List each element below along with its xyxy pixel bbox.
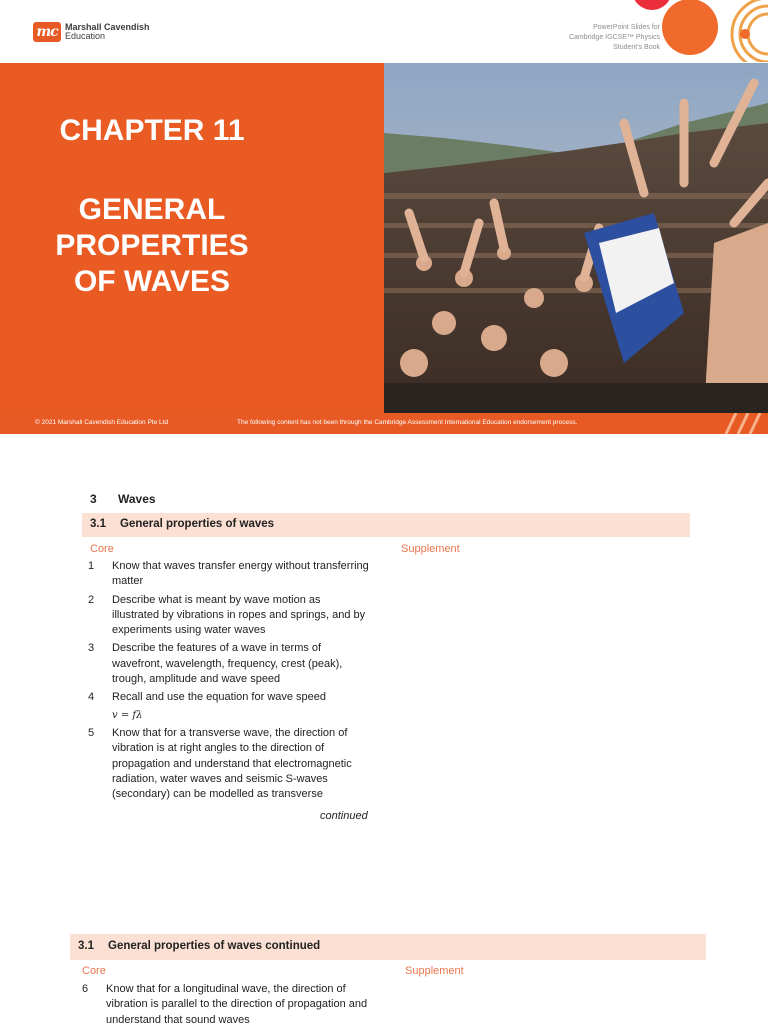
core-objectives-list <box>82 982 370 1024</box>
subsection-heading <box>78 940 320 952</box>
subsection-title: General properties of waves <box>120 518 275 530</box>
footer-bar <box>0 413 768 434</box>
subsection-band <box>82 513 690 537</box>
syllabus-page-2 <box>0 910 768 1024</box>
objective-text-wrapper <box>112 690 370 723</box>
supplement-column-label: Supplement <box>401 543 460 555</box>
objective-text: Recall and use the equation for wave speed <box>112 691 327 704</box>
logo-line-1: Marshall Cavendish <box>65 22 150 32</box>
series-note-line-1: PowerPoint Slides for <box>593 24 660 31</box>
objective-number: 2 <box>88 593 95 606</box>
list-item <box>88 593 370 639</box>
chapter-title-line-1: GENERAL <box>78 193 226 226</box>
publisher-logo <box>33 22 150 42</box>
objective-number: 3 <box>88 642 95 655</box>
list-item <box>88 726 370 802</box>
objective-number: 5 <box>88 726 95 739</box>
copyright-text: © 2021 Marshall Cavendish Education Pte Ltd <box>35 419 169 426</box>
section-title: Waves <box>118 492 156 506</box>
title-slide <box>0 0 768 434</box>
objective-number: 4 <box>88 691 95 704</box>
logo-line-2: Education <box>65 31 106 41</box>
list-item <box>88 690 370 723</box>
supplement-column-label: Supplement <box>405 965 464 977</box>
chapter-title-line-2: PROPERTIES <box>55 229 249 262</box>
series-note-line-3: Student's Book <box>613 44 660 51</box>
decorative-circles-graphic <box>600 0 768 62</box>
list-item <box>88 559 370 590</box>
logo-mark: mc <box>33 22 61 42</box>
objective-text: Know that for a transverse wave, the direction of vibration is at right angles to the direction of propagation and understand that electromagnetic radiation, water waves and seismic S-waves (secondary) can be modelled as transverse <box>112 726 352 801</box>
subsection-title: General properties of waves continued <box>108 940 321 952</box>
chapter-title-line-3: OF WAVES <box>73 265 231 298</box>
subsection-number: 3.1 <box>90 518 106 530</box>
list-item <box>82 982 370 1024</box>
objective-text: Describe the features of a wave in terms of wavefront, wavelength, frequency, crest (peak), trough, amplitude and wave speed <box>112 642 343 686</box>
objective-number: 1 <box>88 560 95 572</box>
subsection-heading <box>90 518 274 530</box>
objective-text: Know that waves transfer energy without transferring matter <box>112 560 369 588</box>
subsection-band <box>70 934 706 960</box>
subsection-number: 3.1 <box>78 940 94 952</box>
wave-speed-formula: v = fλ <box>112 709 143 721</box>
objective-number: 6 <box>82 983 89 995</box>
section-heading <box>90 492 156 506</box>
stadium-crowd-photo <box>384 63 768 413</box>
objective-text: Describe what is meant by wave motion as illustrated by vibrations in ropes and springs, and by experiments using water waves <box>112 593 366 637</box>
section-number: 3 <box>90 492 97 506</box>
objective-text: Know that for a longitudinal wave, the direction of vibration is parallel to the direction of propagation and understand that sound waves <box>106 983 368 1024</box>
continued-note: continued <box>320 810 368 822</box>
logo-text <box>65 23 150 41</box>
core-column-label: Core <box>82 965 106 977</box>
core-objectives-list <box>88 559 370 805</box>
list-item <box>88 641 370 687</box>
chapter-number: CHAPTER 11 <box>59 114 245 147</box>
syllabus-page-1 <box>0 434 768 910</box>
series-note-line-2: Cambridge IGCSE™ Physics <box>568 34 660 41</box>
footer-slash-decoration <box>718 413 768 434</box>
chapter-title <box>0 192 304 300</box>
endorsement-disclaimer: The following content has not been through the Cambridge Assessment International Education endorsement process. <box>237 419 578 426</box>
core-column-label: Core <box>90 543 114 555</box>
